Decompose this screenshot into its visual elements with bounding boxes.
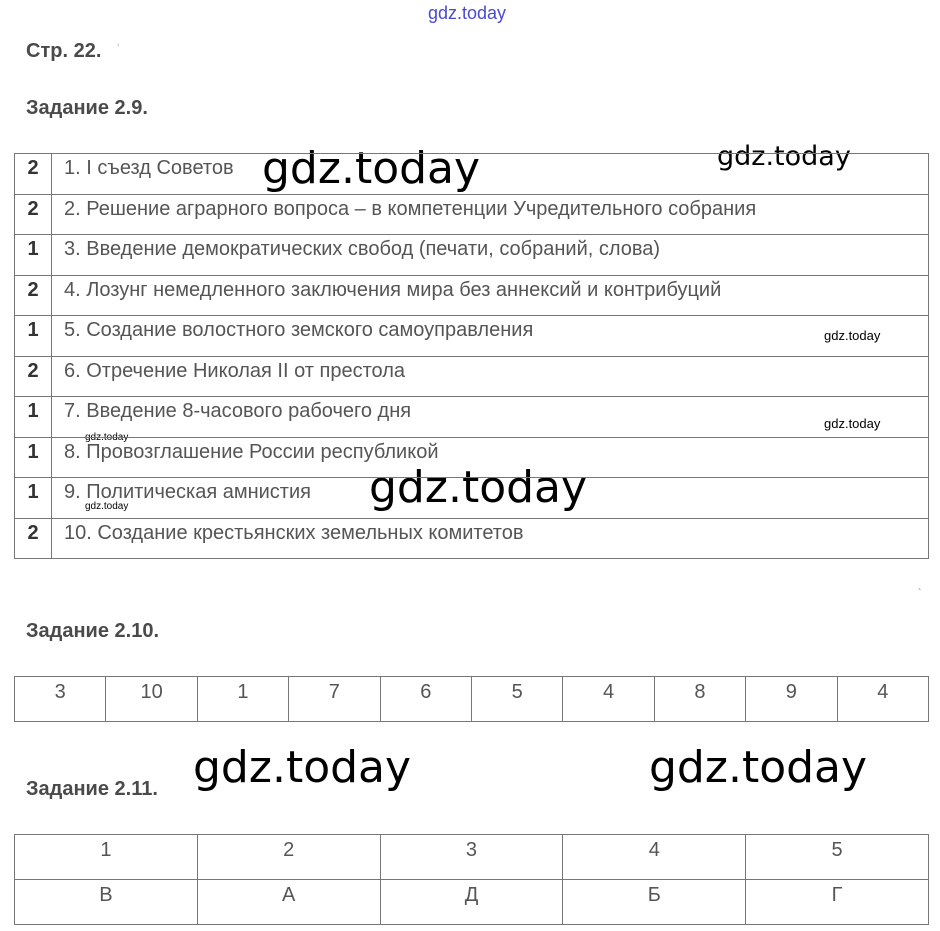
answer-cell: 10: [106, 677, 197, 722]
task-2-11-title: Задание 2.11.: [26, 778, 158, 800]
table-row: [15, 235, 929, 276]
watermark: gdz.today: [85, 432, 129, 443]
number-cell: 4: [563, 835, 746, 880]
row-text: 8. Провозглашение России республикой: [52, 437, 929, 478]
table-row: [15, 154, 929, 195]
row-mark: 2: [15, 154, 52, 195]
watermark: gdz.today: [193, 742, 412, 793]
page-mark: ': [117, 40, 120, 56]
watermark: gdz.today: [85, 501, 129, 512]
watermark: gdz.today: [262, 143, 481, 194]
row-text: 5. Создание волостного земского самоуправления: [52, 316, 929, 357]
watermark: gdz.today: [369, 462, 588, 513]
number-cell: 1: [15, 835, 198, 880]
answer-cell: 5: [471, 677, 562, 722]
watermark: gdz.today: [824, 328, 881, 343]
row-text: 9. Политическая амнистия: [52, 478, 929, 519]
answer-cell: 9: [746, 677, 837, 722]
answer-cell: 4: [837, 677, 928, 722]
watermark: gdz.today: [824, 416, 881, 431]
letter-cell: В: [15, 880, 198, 925]
table-row: [15, 518, 929, 559]
task-2-11-table: [14, 834, 929, 925]
watermark: gdz.today: [717, 141, 851, 172]
watermark: gdz.today: [649, 742, 868, 793]
row-mark: 2: [15, 275, 52, 316]
row-mark: 1: [15, 316, 52, 357]
letter-cell: Б: [563, 880, 746, 925]
table-row: [15, 356, 929, 397]
letter-cell: Г: [746, 880, 929, 925]
table-row: [15, 437, 929, 478]
row-mark: 2: [15, 194, 52, 235]
table-row: [15, 478, 929, 519]
answer-cell: 3: [15, 677, 106, 722]
answer-cell: 4: [563, 677, 654, 722]
task-2-9-table: [14, 153, 929, 559]
answer-cell: 7: [289, 677, 380, 722]
row-text: 7. Введение 8-часового рабочего дня: [52, 397, 929, 438]
table-row: [15, 835, 929, 880]
number-cell: 3: [380, 835, 563, 880]
row-mark: 1: [15, 437, 52, 478]
number-cell: 5: [746, 835, 929, 880]
task-2-10-table: [14, 676, 929, 722]
row-mark: 1: [15, 397, 52, 438]
table-row: [15, 194, 929, 235]
table-row: [15, 397, 929, 438]
answer-cell: 8: [654, 677, 745, 722]
row-text: 6. Отречение Николая II от престола: [52, 356, 929, 397]
task-2-10-title: Задание 2.10.: [26, 620, 160, 642]
letter-cell: А: [197, 880, 380, 925]
row-text: 1. I съезд Советов: [52, 154, 929, 195]
table-row: [15, 275, 929, 316]
row-text: 10. Создание крестьянских земельных комитетов: [52, 518, 929, 559]
row-text: 3. Введение демократических свобод (печати, собраний, слова): [52, 235, 929, 276]
task-2-9-title: Задание 2.9.: [26, 97, 148, 119]
table-row: [15, 316, 929, 357]
page-speck: `: [918, 588, 922, 599]
watermark-top: gdz.today: [428, 3, 507, 23]
answer-cell: 1: [197, 677, 288, 722]
row-mark: 2: [15, 518, 52, 559]
row-mark: 2: [15, 356, 52, 397]
table-row: [15, 677, 929, 722]
table-row: [15, 880, 929, 925]
letter-cell: Д: [380, 880, 563, 925]
answer-cell: 6: [380, 677, 471, 722]
row-mark: 1: [15, 235, 52, 276]
row-mark: 1: [15, 478, 52, 519]
row-text: 2. Решение аграрного вопроса – в компетенции Учредительного собрания: [52, 194, 929, 235]
number-cell: 2: [197, 835, 380, 880]
row-text: 4. Лозунг немедленного заключения мира без аннексий и контрибуций: [52, 275, 929, 316]
page-label: Стр. 22.: [26, 40, 102, 62]
